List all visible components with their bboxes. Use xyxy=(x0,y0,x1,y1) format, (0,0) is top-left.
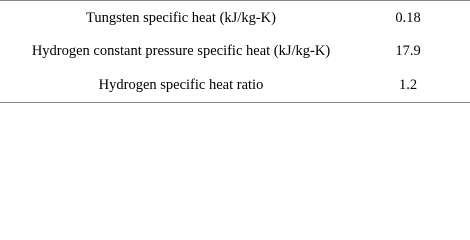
table-row xyxy=(0,34,470,68)
parameter-cell: Hydrogen specific heat ratio xyxy=(98,77,264,93)
table-bottom-rule xyxy=(0,102,470,103)
table-row xyxy=(0,68,470,102)
property-table xyxy=(0,0,470,104)
table-row xyxy=(0,1,470,35)
value-cell: 17.9 xyxy=(395,43,421,59)
parameter-cell: Hydrogen constant pressure specific heat (kJ/kg-K) xyxy=(31,43,331,59)
value-cell: 0.18 xyxy=(395,10,421,26)
value-cell: 1.2 xyxy=(398,77,418,93)
parameter-cell: Tungsten specific heat (kJ/kg-K) xyxy=(86,10,276,26)
